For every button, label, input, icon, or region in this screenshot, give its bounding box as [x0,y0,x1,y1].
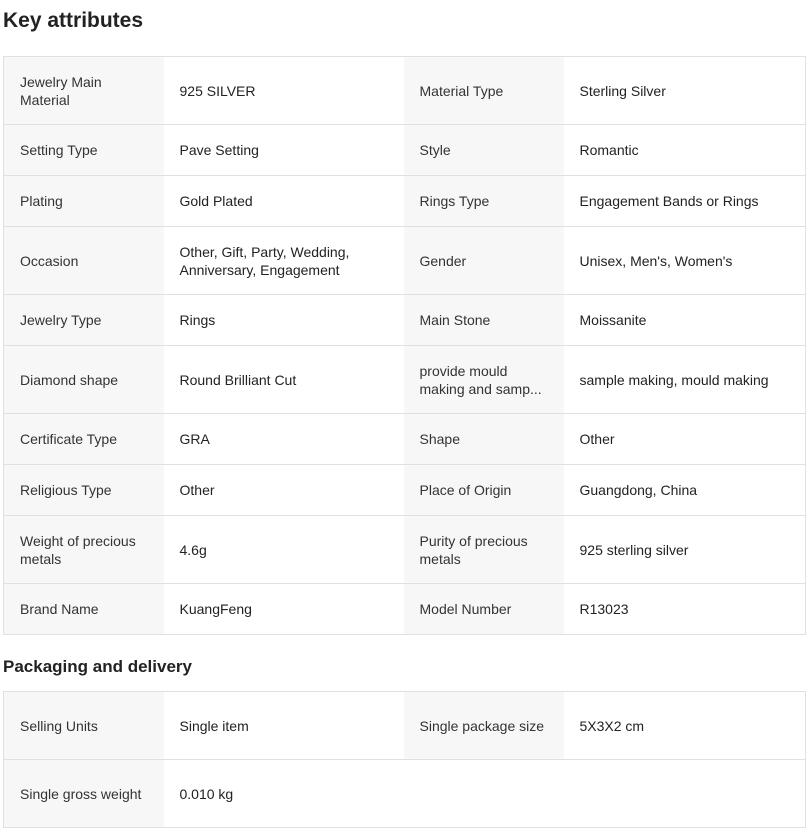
attribute-value: Other, Gift, Party, Wedding, Anniversary, Engagement [164,227,404,295]
attribute-value: Guangdong, China [564,465,806,516]
attribute-label: Rings Type [404,176,564,227]
attribute-label: Shape [404,414,564,465]
table-row [4,227,806,295]
key-attributes-title: Key attributes [3,9,144,32]
table-row [4,57,806,125]
attribute-label: Religious Type [4,465,164,516]
attribute-value: 4.6g [164,516,404,584]
table-row [4,465,806,516]
table-row [4,295,806,346]
attribute-label: Main Stone [404,295,564,346]
attribute-label: Single gross weight [4,760,164,828]
key-attributes-table [3,56,806,635]
attribute-value: R13023 [564,584,806,635]
attribute-value: Other [164,465,404,516]
table-row [4,176,806,227]
attribute-value: Gold Plated [164,176,404,227]
attribute-value: Other [564,414,806,465]
empty-cell [564,760,806,828]
attribute-label: Setting Type [4,125,164,176]
attribute-value: GRA [164,414,404,465]
attribute-label: Jewelry Type [4,295,164,346]
packaging-table [3,691,806,828]
attribute-label: Plating [4,176,164,227]
attribute-label: Selling Units [4,692,164,760]
attribute-value: Pave Setting [164,125,404,176]
attribute-label: Model Number [404,584,564,635]
attribute-value: 0.010 kg [164,760,404,828]
attribute-label: Single package size [404,692,564,760]
attribute-label: Jewelry Main Material [4,57,164,125]
attribute-value: Round Brilliant Cut [164,346,404,414]
attribute-value: Single item [164,692,404,760]
attribute-label: provide mould making and samp... [404,346,564,414]
attribute-label: Place of Origin [404,465,564,516]
attribute-label: Style [404,125,564,176]
attribute-value: Unisex, Men's, Women's [564,227,806,295]
attribute-label: Certificate Type [4,414,164,465]
attribute-value: Moissanite [564,295,806,346]
attribute-value: Rings [164,295,404,346]
attribute-value: KuangFeng [164,584,404,635]
attribute-value: Romantic [564,125,806,176]
attribute-label: Material Type [404,57,564,125]
table-row [4,346,806,414]
attribute-label: Gender [404,227,564,295]
attribute-label: Brand Name [4,584,164,635]
attribute-label: Diamond shape [4,346,164,414]
attribute-value: Engagement Bands or Rings [564,176,806,227]
attribute-value: 925 sterling silver [564,516,806,584]
attribute-value: Sterling Silver [564,57,806,125]
attribute-label: Purity of precious metals [404,516,564,584]
table-row [4,516,806,584]
attribute-value: sample making, mould making [564,346,806,414]
attribute-value: 5X3X2 cm [564,692,806,760]
table-row [4,584,806,635]
packaging-title: Packaging and delivery [3,657,192,676]
attribute-label: Occasion [4,227,164,295]
empty-cell [404,760,564,828]
table-row [4,414,806,465]
table-row [4,125,806,176]
table-row [4,760,806,828]
attribute-label: Weight of precious metals [4,516,164,584]
attribute-value: 925 SILVER [164,57,404,125]
table-row [4,692,806,760]
